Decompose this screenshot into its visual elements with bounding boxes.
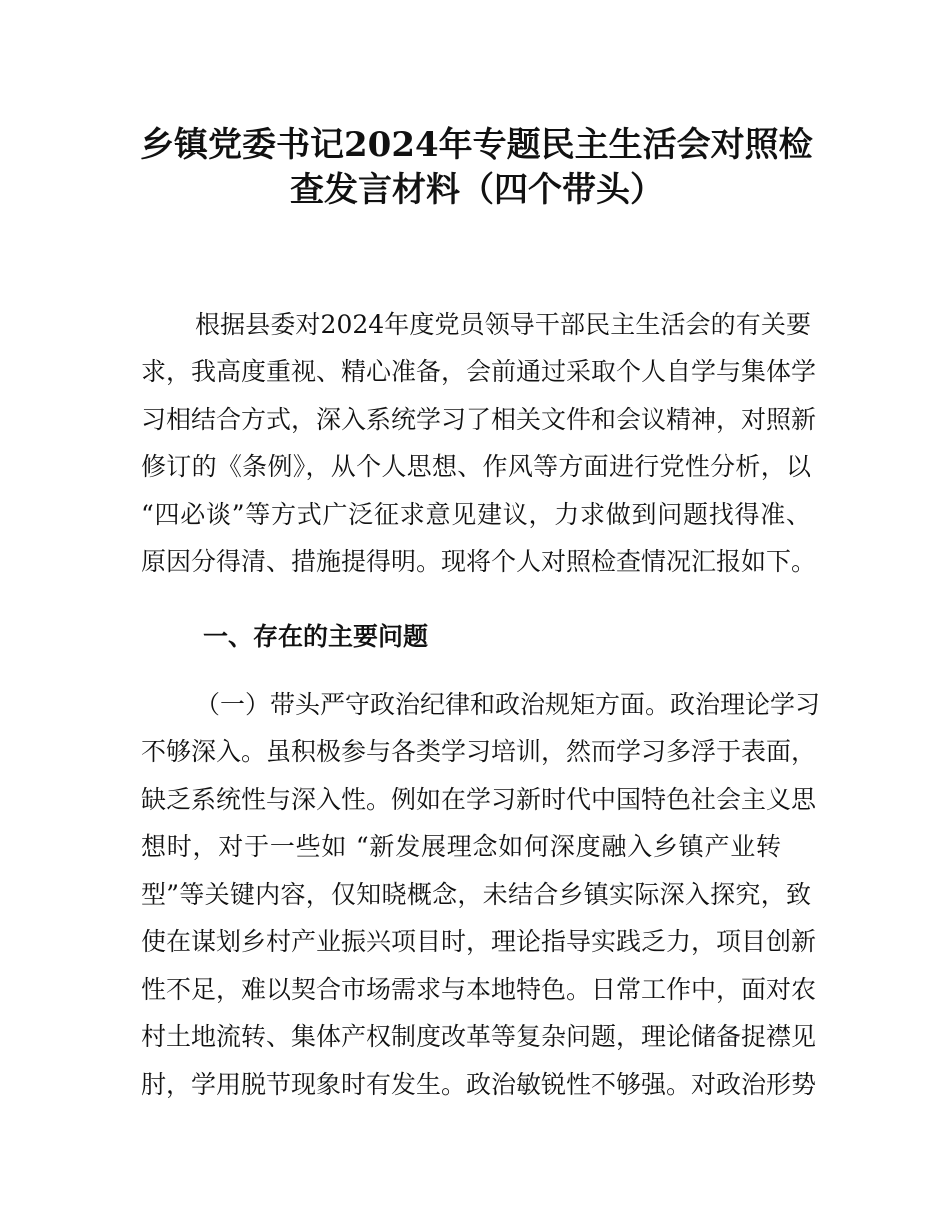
- intro-line: 习相结合方式，深入系统学习了相关文件和会议精神，对照新: [141, 405, 817, 434]
- paragraph-line: 肘，学用脱节现象时有发生。政治敏锐性不够强。对政治形势: [141, 1070, 817, 1099]
- intro-line: “四必谈”等方式广泛征求意见建议，力求做到问题找得准、: [141, 500, 811, 529]
- section-heading: 一、存在的主要问题: [203, 622, 429, 651]
- document-title-line-2: 查发言材料（四个带头）: [290, 170, 664, 210]
- document-title-line-1: 乡镇党委书记2024年专题民主生活会对照检: [140, 125, 813, 165]
- paragraph-line: 性不足，难以契合市场需求与本地特色。日常工作中，面对农: [141, 975, 817, 1004]
- paragraph-line: 村土地流转、集体产权制度改革等复杂问题，理论储备捉襟见: [141, 1022, 817, 1051]
- paragraph-line: 不够深入。虽积极参与各类学习培训，然而学习多浮于表面，: [141, 737, 817, 766]
- paragraph-line: 型”等关键内容，仅知晓概念，未结合乡镇实际深入探究，致: [141, 880, 811, 909]
- intro-line: 求，我高度重视、精心准备，会前通过采取个人自学与集体学: [141, 357, 817, 386]
- paragraph-line: 使在谋划乡村产业振兴项目时，理论指导实践乏力，项目创新: [141, 927, 817, 956]
- paragraph-line: 想时，对于一些如 “新发展理念如何深度融入乡镇产业转: [141, 832, 781, 861]
- paragraph-line: 缺乏系统性与深入性。例如在学习新时代中国特色社会主义思: [141, 785, 817, 814]
- intro-line: 原因分得清、措施提得明。现将个人对照检查情况汇报如下。: [141, 547, 817, 576]
- intro-line: 修订的《条例》，从个人思想、作风等方面进行党性分析，以: [141, 452, 811, 481]
- intro-line: 根据县委对2024年度党员领导干部民主生活会的有关要: [195, 310, 811, 339]
- paragraph-line: （一）带头严守政治纪律和政治规矩方面。政治理论学习: [195, 690, 821, 719]
